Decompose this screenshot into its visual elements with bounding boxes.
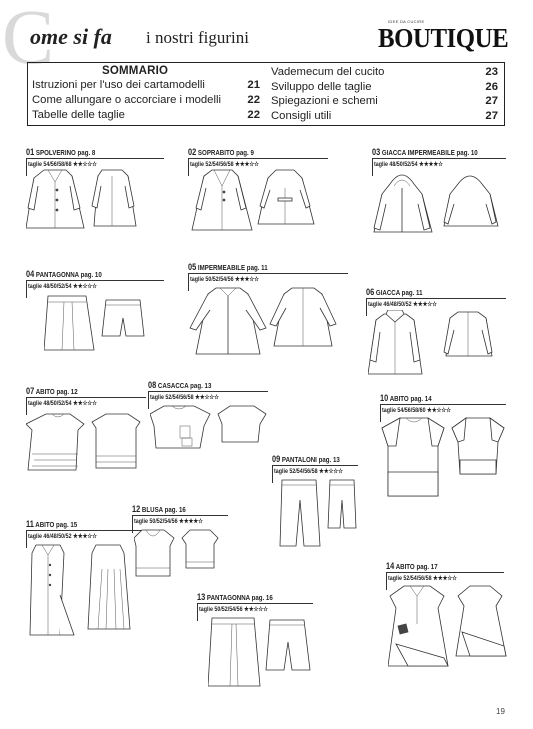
drop-cap-letter: C bbox=[2, 0, 55, 80]
item-04-drawing bbox=[44, 294, 156, 352]
item-sizes: taglie 46/48/50/52 bbox=[28, 533, 72, 540]
item-number: 05 bbox=[188, 262, 197, 272]
sommario-label: Tabelle delle taglie bbox=[32, 109, 125, 121]
item-sizes: taglie 52/54/56/58 bbox=[190, 161, 234, 168]
item-number: 11 bbox=[26, 519, 34, 529]
page-subtitle: i nostri figurini bbox=[146, 28, 249, 47]
item-name: ABITO bbox=[389, 394, 409, 403]
item-page: pag. 16 bbox=[164, 505, 186, 514]
item-sizes: taglie 50/52/54/56 bbox=[190, 276, 234, 283]
sommario-label: Sviluppo delle taglie bbox=[271, 81, 372, 93]
item-name: GIACCA bbox=[375, 288, 400, 297]
item-sizes: taglie 46/48/50/52 bbox=[368, 301, 412, 308]
logo-tagline: IDEE DA CUCIRE bbox=[388, 19, 425, 24]
item-page: pag. 9 bbox=[236, 148, 254, 157]
item-number: 04 bbox=[26, 269, 35, 279]
magazine-logo: BOUTIQUE bbox=[378, 23, 509, 53]
item-page: pag. 13 bbox=[318, 455, 340, 464]
sommario-label: Consigli utili bbox=[271, 110, 332, 122]
item-name: ABITO bbox=[395, 562, 415, 571]
item-difficulty-stars: ★★★☆☆ bbox=[235, 161, 259, 168]
item-03-drawing bbox=[372, 170, 506, 244]
item-name: PANTALONI bbox=[281, 455, 317, 464]
item-difficulty-stars: ★★★☆☆ bbox=[235, 276, 259, 283]
item-difficulty-stars: ★★☆☆☆ bbox=[319, 468, 343, 475]
sommario-page: 27 bbox=[485, 95, 498, 107]
item-difficulty-stars: ★★★☆☆ bbox=[73, 533, 97, 540]
item-number: 07 bbox=[26, 386, 35, 396]
item-number: 14 bbox=[386, 561, 395, 571]
item-number: 08 bbox=[148, 380, 157, 390]
item-06-drawing bbox=[368, 310, 502, 376]
item-difficulty-stars: ★★☆☆☆ bbox=[73, 161, 97, 168]
item-number: 02 bbox=[188, 147, 197, 157]
item-difficulty-stars: ★★★☆☆ bbox=[433, 575, 457, 582]
item-page: pag. 16 bbox=[251, 593, 273, 602]
sommario-label: Vademecum del cucito bbox=[271, 66, 385, 78]
sommario-page: 27 bbox=[485, 110, 498, 122]
sommario-entry bbox=[271, 80, 372, 94]
item-name: IMPERMEABILE bbox=[197, 263, 246, 272]
item-difficulty-stars: ★★☆☆☆ bbox=[244, 606, 268, 613]
page-title: ome si fa bbox=[30, 24, 112, 49]
item-sizes: taglie 50/52/54/56 bbox=[199, 606, 243, 613]
sommario-label: Come allungare o accorciare i modelli bbox=[32, 94, 221, 106]
sommario-page: 22 bbox=[247, 94, 260, 106]
page-number: 19 bbox=[496, 707, 505, 716]
item-difficulty-stars: ★★★★☆ bbox=[419, 161, 443, 168]
item-sizes: taglie 52/54/56/58 bbox=[274, 468, 318, 475]
sommario-page: 23 bbox=[485, 66, 498, 78]
item-sizes: taglie 52/54/56/58 bbox=[388, 575, 432, 582]
item-01-drawing bbox=[26, 168, 148, 232]
item-sizes: taglie 48/50/52/54 bbox=[28, 283, 72, 290]
item-name: BLUSA bbox=[141, 505, 163, 514]
item-number: 06 bbox=[366, 287, 375, 297]
item-difficulty-stars: ★★★☆☆ bbox=[413, 301, 437, 308]
sommario-box bbox=[27, 62, 505, 126]
item-difficulty-stars: ★★☆☆☆ bbox=[73, 283, 97, 290]
sommario-page: 21 bbox=[247, 79, 260, 91]
item-sizes: taglie 48/50/52/54 bbox=[28, 400, 72, 407]
item-number: 12 bbox=[132, 504, 141, 514]
item-page: pag. 17 bbox=[416, 562, 438, 571]
sommario-entry bbox=[32, 78, 205, 92]
item-name: GIACCA IMPERMEABILE bbox=[381, 148, 455, 157]
item-name: PANTAGONNA bbox=[206, 593, 250, 602]
sommario-label: Istruzioni per l'uso dei cartamodelli bbox=[32, 79, 205, 91]
item-sizes: taglie 54/56/58/68 bbox=[28, 161, 72, 168]
item-page: pag. 11 bbox=[401, 288, 423, 297]
item-number: 09 bbox=[272, 454, 281, 464]
sommario-entry bbox=[271, 109, 331, 123]
item-name: CASACCA bbox=[157, 381, 189, 390]
item-12-drawing bbox=[134, 528, 220, 578]
item-09-drawing bbox=[278, 476, 358, 548]
sommario-page: 22 bbox=[247, 109, 260, 121]
item-name: ABITO bbox=[35, 520, 55, 529]
item-name: PANTAGONNA bbox=[35, 270, 79, 279]
item-page: pag. 10 bbox=[80, 270, 102, 279]
item-10-drawing bbox=[380, 416, 508, 498]
item-name: SPOLVERINO bbox=[35, 148, 76, 157]
item-page: pag. 14 bbox=[410, 394, 432, 403]
item-13-drawing bbox=[208, 616, 316, 688]
item-number: 01 bbox=[26, 147, 35, 157]
sommario-page: 26 bbox=[485, 81, 498, 93]
item-number: 10 bbox=[380, 393, 389, 403]
item-page: pag. 15 bbox=[56, 520, 78, 529]
item-sizes: taglie 52/54/56/58 bbox=[150, 394, 194, 401]
item-sizes: taglie 50/52/54/56 bbox=[134, 518, 178, 525]
item-page: pag. 8 bbox=[77, 148, 96, 157]
sommario-entry bbox=[271, 65, 384, 79]
item-page: pag. 12 bbox=[56, 387, 78, 396]
item-05-drawing bbox=[188, 284, 354, 358]
item-sizes: taglie 48/50/52/54 bbox=[374, 161, 418, 168]
item-14-drawing bbox=[388, 584, 510, 670]
item-11-drawing bbox=[26, 543, 138, 637]
item-difficulty-stars: ★★☆☆☆ bbox=[73, 400, 97, 407]
item-name: SOPRABITO bbox=[197, 148, 235, 157]
sommario-entry bbox=[271, 94, 378, 108]
sommario-heading: SOMMARIO bbox=[102, 65, 169, 77]
sommario-label: Spiegazioni e schemi bbox=[271, 95, 378, 107]
item-page: pag. 11 bbox=[246, 263, 268, 272]
item-difficulty-stars: ★★☆☆☆ bbox=[427, 407, 451, 414]
item-number: 03 bbox=[372, 147, 381, 157]
sommario-entry bbox=[32, 93, 221, 107]
item-difficulty-stars: ★★☆☆☆ bbox=[195, 394, 219, 401]
item-page: pag. 10 bbox=[456, 148, 478, 157]
item-sizes: taglie 54/56/58/60 bbox=[382, 407, 426, 414]
item-difficulty-stars: ★★★★☆ bbox=[179, 518, 203, 525]
item-page: pag. 13 bbox=[190, 381, 212, 390]
item-07-drawing bbox=[26, 410, 150, 472]
item-08-drawing bbox=[150, 404, 268, 450]
item-02-drawing bbox=[190, 168, 326, 234]
sommario-entry bbox=[32, 108, 125, 122]
item-number: 13 bbox=[197, 592, 206, 602]
item-name: ABITO bbox=[35, 387, 55, 396]
